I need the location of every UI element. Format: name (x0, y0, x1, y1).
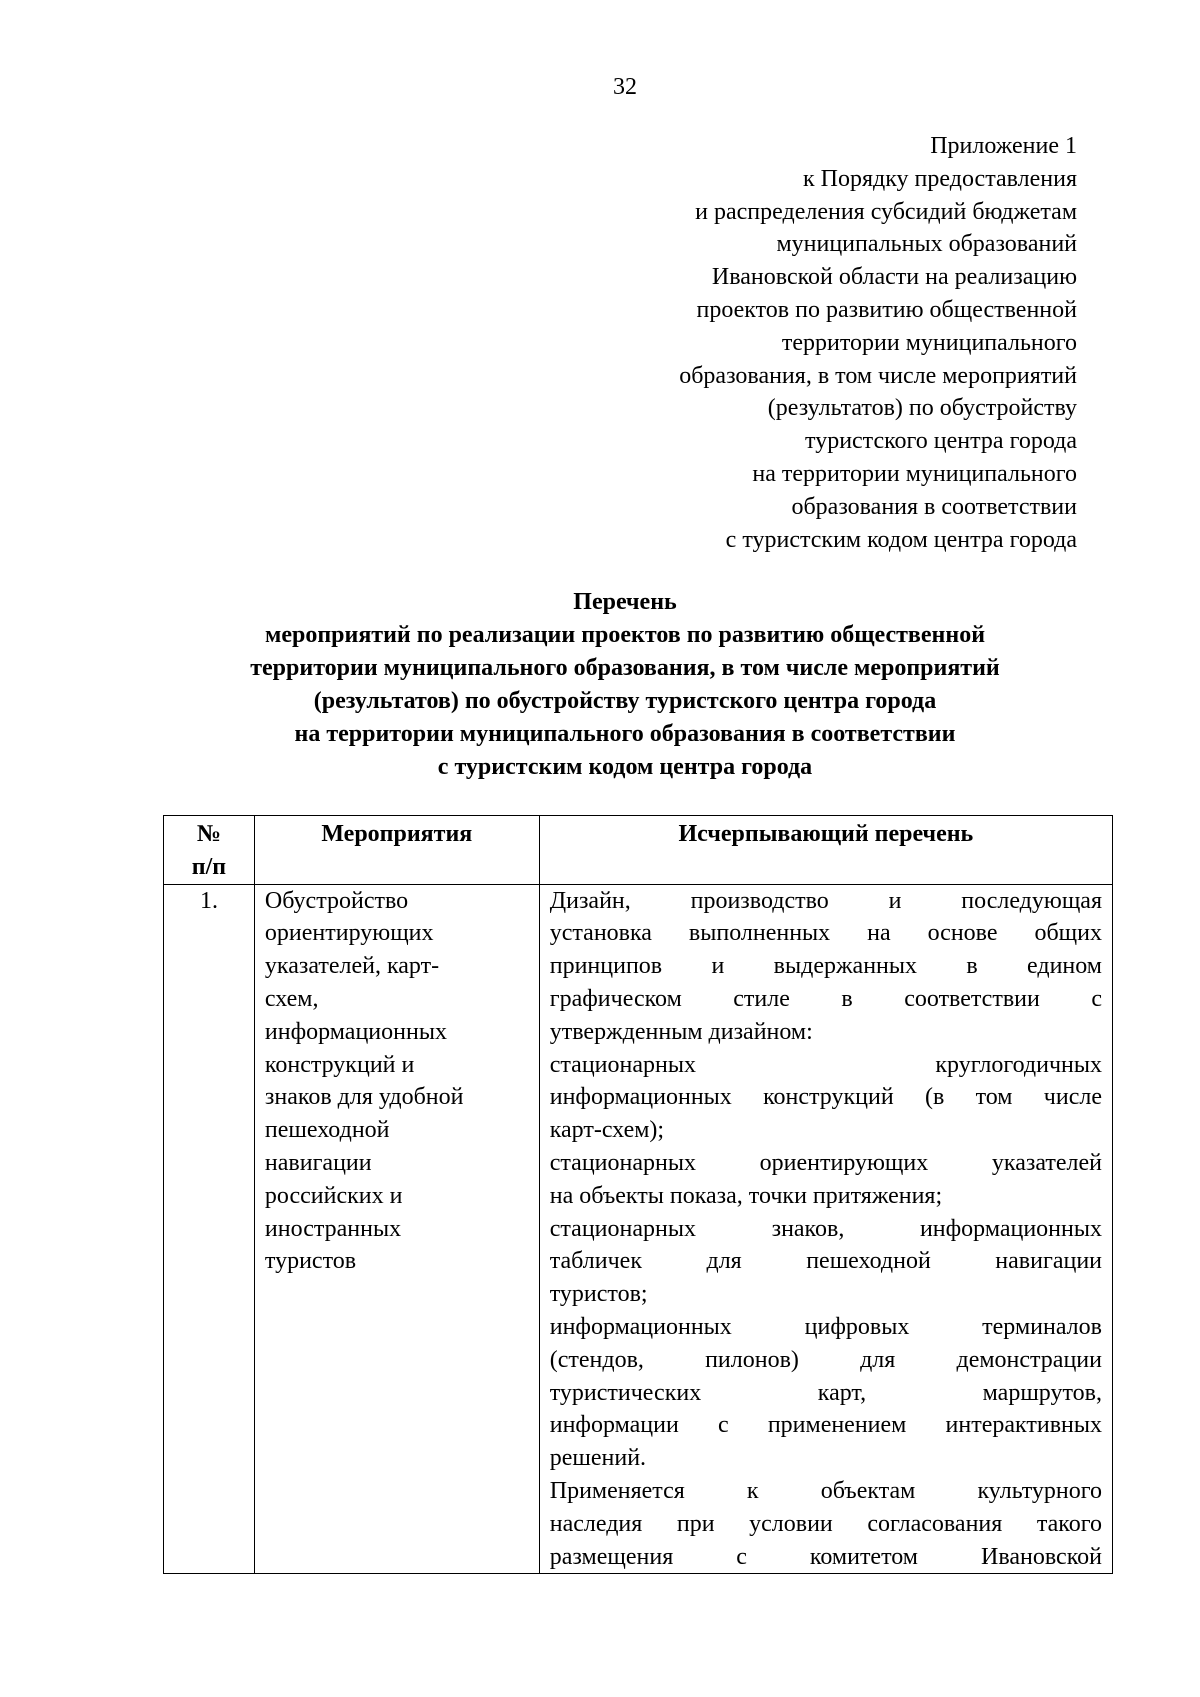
events-line: указателей, карт- (264, 953, 440, 980)
row-number: 1. (164, 884, 255, 1574)
appendix-line: с туристским кодом центра города (725, 526, 1077, 553)
list-line: карт-схем); (549, 1117, 665, 1144)
list-line: принципов и выдержанных в едином (549, 953, 1102, 980)
title-line: с туристским кодом центра города (437, 754, 813, 780)
list-line: информации с применением интерактивных (549, 1412, 1102, 1439)
appendix-line: и распределения субсидий бюджетам (695, 198, 1077, 225)
events-line: конструкций и (264, 1051, 415, 1078)
list-line: стационарных круглогодичных (549, 1051, 1102, 1078)
events-line: знаков для удобной (264, 1084, 464, 1111)
list-line: (стендов, пилонов) для демонстрации (549, 1346, 1102, 1373)
list-line: информационных конструкций (в том числе (549, 1084, 1102, 1111)
events-line: навигации (264, 1149, 372, 1176)
list-line: графическом стиле в соответствии с (549, 985, 1102, 1012)
list-line: Дизайн, производство и последующая (549, 887, 1102, 914)
appendix-line: образования в соответствии (791, 493, 1077, 520)
appendix-line: (результатов) по обустройству (767, 395, 1077, 422)
list-line: установка выполненных на основе общих (549, 920, 1102, 947)
header-events: Мероприятия (254, 816, 539, 885)
header-number (164, 816, 255, 885)
events-line: Обустройство (264, 887, 409, 914)
row-exhaustive-list (539, 884, 1112, 1574)
appendix-line: образования, в том числе мероприятий (679, 362, 1077, 389)
events-line: туристов (264, 1248, 357, 1275)
title-line: территории муниципального образования, в том числе мероприятий (250, 655, 1000, 681)
appendix-line: туристского центра города (805, 428, 1077, 455)
appendix-line: муниципальных образований (776, 231, 1077, 258)
document-title (160, 586, 1090, 784)
list-line: туристических карт, маршрутов, (549, 1379, 1102, 1406)
header-number-line1: № (196, 821, 222, 847)
list-line: стационарных знаков, информационных (549, 1215, 1102, 1242)
events-line: пешеходной (264, 1117, 390, 1144)
appendix-line: Приложение 1 (930, 133, 1077, 159)
events-line: ориентирующих (264, 920, 434, 947)
row-events (254, 884, 539, 1574)
appendix-line: проектов по развитию общественной (696, 296, 1077, 323)
title-line: мероприятий по реализации проектов по развитию общественной (264, 622, 986, 648)
title-line: (результатов) по обустройству туристского центра города (313, 688, 937, 714)
list-line: на объекты показа, точки притяжения; (549, 1182, 943, 1209)
title-line: на территории муниципального образования в соответствии (294, 721, 956, 747)
appendix-block (477, 130, 1077, 556)
table-header-row (164, 816, 1113, 885)
list-line: утвержденным дизайном: (549, 1018, 813, 1045)
list-line: размещения с комитетом Ивановской (549, 1543, 1102, 1570)
events-line: схем, (264, 985, 319, 1012)
header-number-line2: п/п (191, 853, 227, 880)
list-line: туристов; (549, 1281, 648, 1308)
events-line: информационных (264, 1018, 447, 1045)
page-number: 32 (613, 74, 637, 100)
list-line: стационарных ориентирующих указателей (549, 1149, 1102, 1176)
list-line: Применяется к объектам культурного (549, 1477, 1102, 1504)
events-line: иностранных (264, 1215, 402, 1242)
list-line: табличек для пешеходной навигации (549, 1248, 1102, 1275)
events-line: российских и (264, 1182, 403, 1209)
appendix-line: территории муниципального (781, 329, 1077, 356)
appendix-line: к Порядку предоставления (802, 165, 1077, 192)
list-line: информационных цифровых терминалов (549, 1313, 1102, 1340)
list-line: решений. (549, 1445, 647, 1472)
title-heading: Перечень (573, 589, 677, 615)
measures-table (163, 815, 1113, 1574)
list-line: наследия при условии согласования такого (549, 1510, 1102, 1537)
header-list: Исчерпывающий перечень (539, 816, 1112, 885)
appendix-line: на территории муниципального (752, 460, 1077, 487)
table-row (164, 884, 1113, 1574)
appendix-line: Ивановской области на реализацию (711, 264, 1077, 291)
